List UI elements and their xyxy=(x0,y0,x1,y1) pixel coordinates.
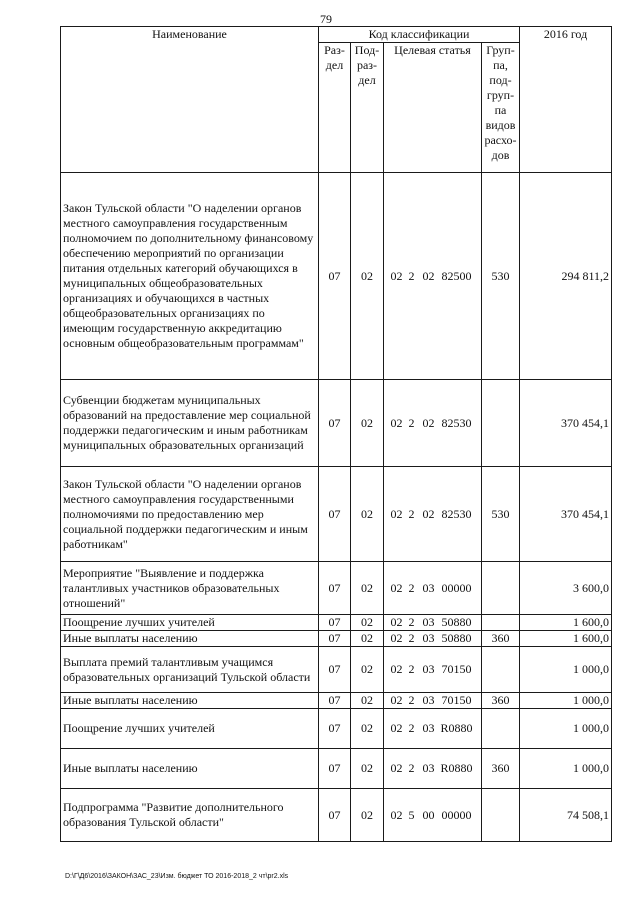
target-program: 02 xyxy=(390,761,403,775)
row-group: 360 xyxy=(482,631,520,647)
target-direction: R0880 xyxy=(440,761,473,775)
row-amount: 3 600,0 xyxy=(520,562,612,615)
header-classification: Код классификации xyxy=(319,27,520,43)
header-name: Наименование xyxy=(61,27,319,173)
header-section: Раз- дел xyxy=(319,43,351,173)
row-name: Поощрение лучших учителей xyxy=(61,615,319,631)
row-name: Субвенции бюджетам муниципальных образований на предоставление мер социальной поддержки педагогическим и иным работникам муниципальных образовательных организаций xyxy=(61,380,319,467)
row-group: 360 xyxy=(482,693,520,709)
row-target-code xyxy=(384,615,482,631)
table-row xyxy=(61,562,612,615)
table-row xyxy=(61,693,612,709)
row-name: Иные выплаты населению xyxy=(61,693,319,709)
row-amount: 1 000,0 xyxy=(520,693,612,709)
row-amount: 1 000,0 xyxy=(520,749,612,789)
table-row xyxy=(61,709,612,749)
target-event: 03 xyxy=(422,580,435,595)
row-name: Поощрение лучших учителей xyxy=(61,709,319,749)
row-name: Выплата премий талантливым учащимся образовательных организаций Тульской области xyxy=(61,647,319,693)
row-section: 07 xyxy=(319,631,351,647)
row-subsection: 02 xyxy=(351,749,384,789)
row-amount: 74 508,1 xyxy=(520,789,612,842)
target-program: 02 xyxy=(390,506,403,521)
row-group: 530 xyxy=(482,173,520,380)
target-direction: 82530 xyxy=(441,506,472,521)
table-row xyxy=(61,647,612,693)
table-row xyxy=(61,615,612,631)
header-year: 2016 год xyxy=(520,27,612,173)
target-subprogram: 2 xyxy=(408,580,415,595)
target-subprogram: 2 xyxy=(408,721,415,735)
row-subsection: 02 xyxy=(351,693,384,709)
target-direction: 50880 xyxy=(441,615,472,629)
target-direction: 70150 xyxy=(441,662,472,676)
target-subprogram: 2 xyxy=(408,761,415,775)
target-program: 02 xyxy=(390,662,403,676)
row-subsection: 02 xyxy=(351,380,384,467)
row-target-code xyxy=(384,709,482,749)
row-target-code xyxy=(384,693,482,709)
target-subprogram: 2 xyxy=(408,693,415,707)
target-subprogram: 2 xyxy=(408,268,415,283)
file-path-footer: D:\Г\Д6\2016\ЗАКОН\ЗАС_23\Изм. бюджет ТО 2016-2018_2 чт\pr2.xls xyxy=(65,873,289,880)
row-subsection: 02 xyxy=(351,562,384,615)
header-subsection: Под- раз- дел xyxy=(351,43,384,173)
row-target-code xyxy=(384,380,482,467)
target-event: 03 xyxy=(422,631,435,645)
header-row-top xyxy=(61,27,612,43)
page-number: 79 xyxy=(320,12,332,26)
target-subprogram: 5 xyxy=(408,807,415,822)
row-subsection: 02 xyxy=(351,709,384,749)
row-section: 07 xyxy=(319,615,351,631)
row-target-code xyxy=(384,631,482,647)
row-section: 07 xyxy=(319,467,351,562)
table-row xyxy=(61,380,612,467)
target-event: 03 xyxy=(422,761,435,775)
row-amount: 370 454,1 xyxy=(520,380,612,467)
row-group xyxy=(482,562,520,615)
row-subsection: 02 xyxy=(351,631,384,647)
target-event: 03 xyxy=(422,721,435,735)
row-section: 07 xyxy=(319,693,351,709)
target-program: 02 xyxy=(390,807,403,822)
row-name: Иные выплаты населению xyxy=(61,749,319,789)
row-section: 07 xyxy=(319,380,351,467)
target-program: 02 xyxy=(390,721,403,735)
row-amount: 1 000,0 xyxy=(520,709,612,749)
target-program: 02 xyxy=(390,580,403,595)
target-event: 02 xyxy=(422,506,435,521)
target-subprogram: 2 xyxy=(408,506,415,521)
row-group xyxy=(482,709,520,749)
row-target-code xyxy=(384,467,482,562)
row-group: 360 xyxy=(482,749,520,789)
target-subprogram: 2 xyxy=(408,415,415,430)
header-group: Груп- па, под- груп- па видов расхо- дов xyxy=(482,43,520,173)
row-subsection: 02 xyxy=(351,647,384,693)
row-section: 07 xyxy=(319,749,351,789)
target-direction: 82500 xyxy=(441,268,472,283)
target-subprogram: 2 xyxy=(408,631,415,645)
target-direction: 70150 xyxy=(441,693,472,707)
row-section: 07 xyxy=(319,709,351,749)
target-event: 00 xyxy=(422,807,435,822)
row-amount: 370 454,1 xyxy=(520,467,612,562)
row-amount: 1 600,0 xyxy=(520,631,612,647)
table-row xyxy=(61,467,612,562)
row-subsection: 02 xyxy=(351,615,384,631)
row-amount: 294 811,2 xyxy=(520,173,612,380)
row-name: Иные выплаты населению xyxy=(61,631,319,647)
row-subsection: 02 xyxy=(351,173,384,380)
row-name: Мероприятие "Выявление и поддержка талантливых участников образовательных отношений" xyxy=(61,562,319,615)
target-program: 02 xyxy=(390,268,403,283)
target-direction: 00000 xyxy=(441,580,472,595)
target-direction: 50880 xyxy=(441,631,472,645)
row-section: 07 xyxy=(319,789,351,842)
target-program: 02 xyxy=(390,693,403,707)
row-group xyxy=(482,380,520,467)
target-program: 02 xyxy=(390,615,403,629)
row-section: 07 xyxy=(319,562,351,615)
table-row xyxy=(61,631,612,647)
row-target-code xyxy=(384,173,482,380)
row-target-code xyxy=(384,647,482,693)
row-subsection: 02 xyxy=(351,467,384,562)
row-section: 07 xyxy=(319,647,351,693)
target-direction: 82530 xyxy=(441,415,472,430)
budget-table xyxy=(60,26,612,842)
row-group xyxy=(482,615,520,631)
target-direction: 00000 xyxy=(441,807,472,822)
row-name: Подпрограмма "Развитие дополнительного образования Тульской области" xyxy=(61,789,319,842)
target-subprogram: 2 xyxy=(408,662,415,676)
row-subsection: 02 xyxy=(351,789,384,842)
header-target: Целевая статья xyxy=(384,43,482,173)
row-target-code xyxy=(384,562,482,615)
target-subprogram: 2 xyxy=(408,615,415,629)
row-section: 07 xyxy=(319,173,351,380)
table-row xyxy=(61,749,612,789)
row-group xyxy=(482,647,520,693)
row-target-code xyxy=(384,789,482,842)
target-event: 02 xyxy=(422,415,435,430)
table-row xyxy=(61,173,612,380)
row-name: Закон Тульской области "О наделении органов местного самоуправления государственным полномочием по дополнительному финансовому обеспечению мероприятий по организации питания отдельных категорий обучающихся в муниципальных общеобразовательных организациях и обучающихся в частных общеобразовательных организациях по имеющим государственную аккредитацию основным общеобразовательным программам" xyxy=(61,173,319,380)
row-target-code xyxy=(384,749,482,789)
table-row xyxy=(61,789,612,842)
row-group: 530 xyxy=(482,467,520,562)
target-program: 02 xyxy=(390,631,403,645)
row-name: Закон Тульской области "О наделении органов местного самоуправления государственными полномочиями по предоставлению мер социальной поддержки педагогическим и иным работникам" xyxy=(61,467,319,562)
row-amount: 1 000,0 xyxy=(520,647,612,693)
target-event: 03 xyxy=(422,662,435,676)
target-event: 02 xyxy=(422,268,435,283)
target-event: 03 xyxy=(422,615,435,629)
target-program: 02 xyxy=(390,415,403,430)
target-event: 03 xyxy=(422,693,435,707)
target-direction: R0880 xyxy=(440,721,473,735)
row-group xyxy=(482,789,520,842)
row-amount: 1 600,0 xyxy=(520,615,612,631)
